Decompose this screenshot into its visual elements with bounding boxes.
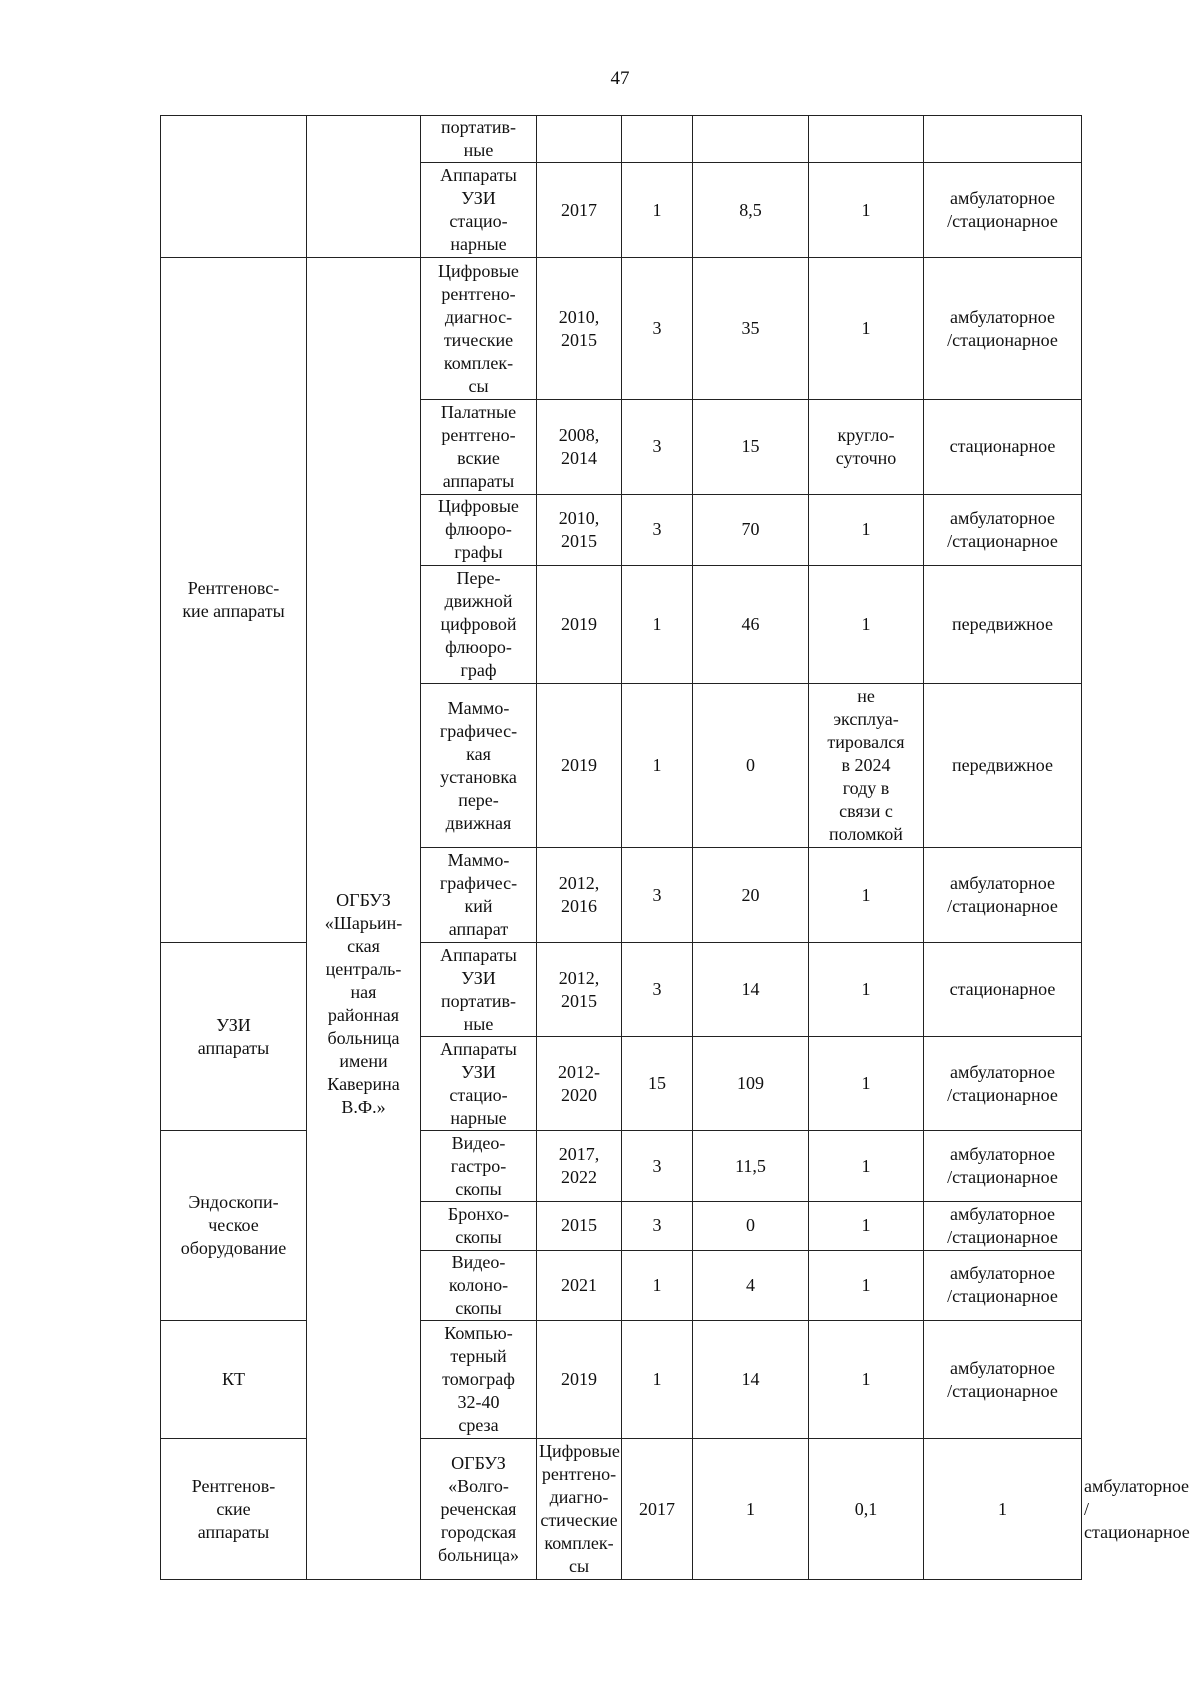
load-cell: 20 xyxy=(693,848,809,943)
quantity-cell: 1 xyxy=(622,1250,693,1321)
quantity-cell: 3 xyxy=(622,1131,693,1202)
mode-cell: стационарное xyxy=(924,399,1082,494)
year-cell: 2019 xyxy=(537,683,622,848)
shifts-cell: 1 xyxy=(809,1321,924,1439)
table-row xyxy=(161,943,1082,1037)
shifts-cell: не эксплуа- тировался в 2024 году в связи с поломкой xyxy=(809,683,924,848)
equipment-group-cell: УЗИ аппараты xyxy=(161,943,307,1131)
equipment-cell: Бронхо- скопы xyxy=(421,1202,537,1250)
shifts-cell: 1 xyxy=(809,163,924,258)
quantity-cell: 1 xyxy=(622,1321,693,1439)
equipment-cell: Видео- колоно- скопы xyxy=(421,1250,537,1321)
shifts-cell: 1 xyxy=(809,848,924,943)
equipment-cell: Аппараты УЗИ портатив- ные xyxy=(421,943,537,1037)
mode-cell xyxy=(924,116,1082,163)
equipment-group-cell: КТ xyxy=(161,1321,307,1439)
quantity-cell: 1 xyxy=(622,683,693,848)
load-cell: 70 xyxy=(693,494,809,565)
quantity-cell: 3 xyxy=(622,848,693,943)
year-cell: 2017 xyxy=(622,1439,693,1580)
table-row xyxy=(161,1131,1082,1202)
year-cell: 2010, 2015 xyxy=(537,258,622,399)
equipment-cell: Палатные рентгено- вские аппараты xyxy=(421,399,537,494)
year-cell: 2012- 2020 xyxy=(537,1037,622,1131)
load-cell: 14 xyxy=(693,1321,809,1439)
shifts-cell: кругло- суточно xyxy=(809,399,924,494)
year-cell: 2021 xyxy=(537,1250,622,1321)
year-cell xyxy=(537,116,622,163)
mode-cell: амбулаторное /стационарное xyxy=(924,1131,1082,1202)
equipment-cell: Маммо- графичес- кий аппарат xyxy=(421,848,537,943)
shifts-cell: 1 xyxy=(809,258,924,399)
shifts-cell: 1 xyxy=(809,1202,924,1250)
quantity-cell: 3 xyxy=(622,1202,693,1250)
load-cell xyxy=(693,116,809,163)
equipment-cell: Цифровые рентгено- диагно- стические комплек- сы xyxy=(537,1439,622,1580)
quantity-cell: 3 xyxy=(622,258,693,399)
mode-cell: передвижное xyxy=(924,683,1082,848)
year-cell: 2017 xyxy=(537,163,622,258)
table-row xyxy=(161,1321,1082,1439)
load-cell: 46 xyxy=(693,565,809,683)
year-cell: 2008, 2014 xyxy=(537,399,622,494)
quantity-cell: 3 xyxy=(622,943,693,1037)
mode-cell: амбулаторное /стационарное xyxy=(924,1321,1082,1439)
equipment-cell: Компью- терный томограф 32-40 среза xyxy=(421,1321,537,1439)
shifts-cell: 1 xyxy=(809,1037,924,1131)
equipment-cell: Видео- гастро- скопы xyxy=(421,1131,537,1202)
load-cell: 8,5 xyxy=(693,163,809,258)
quantity-cell: 3 xyxy=(622,399,693,494)
load-cell: 15 xyxy=(693,399,809,494)
mode-cell: передвижное xyxy=(924,565,1082,683)
mode-cell: амбулаторное /стационарное xyxy=(924,163,1082,258)
equipment-group-cell: Рентгеновс- кие аппараты xyxy=(161,258,307,943)
year-cell: 2012, 2015 xyxy=(537,943,622,1037)
load-cell: 14 xyxy=(693,943,809,1037)
equipment-group-cell: Эндоскопи- ческое оборудование xyxy=(161,1131,307,1321)
equipment-cell: Пере- движной цифровой флюоро- граф xyxy=(421,565,537,683)
shifts-cell: 1 xyxy=(809,943,924,1037)
equipment-cell: портатив- ные xyxy=(421,116,537,163)
shifts-cell: 1 xyxy=(924,1439,1082,1580)
shifts-cell: 1 xyxy=(809,1250,924,1321)
organization-cell: ОГБУЗ «Волго- реченская городская больница» xyxy=(421,1439,537,1580)
mode-cell: амбулаторное /стационарное xyxy=(924,848,1082,943)
load-cell: 0 xyxy=(693,1202,809,1250)
quantity-cell: 15 xyxy=(622,1037,693,1131)
year-cell: 2019 xyxy=(537,1321,622,1439)
organization-cell xyxy=(307,116,421,258)
mode-cell: амбулаторное /стационарное xyxy=(924,1250,1082,1321)
table-row: Рентгенов- ские аппараты ОГБУЗ «Волго- реченская городская больница» Цифровые рентгено- диагно- стические комплек- сы 2017 1 0,1 1 амбулаторное /стационарное xyxy=(161,1439,1082,1580)
equipment-cell: Цифровые флюоро- графы xyxy=(421,494,537,565)
quantity-cell: 3 xyxy=(622,494,693,565)
year-cell: 2010, 2015 xyxy=(537,494,622,565)
quantity-cell: 1 xyxy=(622,163,693,258)
load-cell: 35 xyxy=(693,258,809,399)
year-cell: 2012, 2016 xyxy=(537,848,622,943)
table-row xyxy=(161,116,1082,163)
mode-cell: стационарное xyxy=(924,943,1082,1037)
table-row xyxy=(161,258,1082,399)
shifts-cell xyxy=(809,116,924,163)
load-cell: 109 xyxy=(693,1037,809,1131)
equipment-group-cell: Рентгенов- ские аппараты xyxy=(161,1439,307,1580)
year-cell: 2017, 2022 xyxy=(537,1131,622,1202)
mode-cell: амбулаторное /стационарное xyxy=(924,494,1082,565)
quantity-cell: 1 xyxy=(622,565,693,683)
mode-cell: амбулаторное /стационарное xyxy=(924,258,1082,399)
equipment-cell: Маммо- графичес- кая установка пере- движная xyxy=(421,683,537,848)
load-cell: 0,1 xyxy=(809,1439,924,1580)
year-cell: 2015 xyxy=(537,1202,622,1250)
equipment-cell: Цифровые рентгено- диагнос- тические комплек- сы xyxy=(421,258,537,399)
equipment-cell: Аппараты УЗИ стацио- нарные xyxy=(421,163,537,258)
year-cell: 2019 xyxy=(537,565,622,683)
shifts-cell: 1 xyxy=(809,565,924,683)
equipment-cell: Аппараты УЗИ стацио- нарные xyxy=(421,1037,537,1131)
equipment-table xyxy=(160,115,1190,1580)
shifts-cell: 1 xyxy=(809,1131,924,1202)
organization-cell: ОГБУЗ «Шарьин- ская централь- ная районная больница имени Каверина В.Ф.» xyxy=(307,258,421,1580)
load-cell: 11,5 xyxy=(693,1131,809,1202)
load-cell: 0 xyxy=(693,683,809,848)
equipment-group-cell xyxy=(161,116,307,258)
load-cell: 4 xyxy=(693,1250,809,1321)
quantity-cell xyxy=(622,116,693,163)
quantity-cell: 1 xyxy=(693,1439,809,1580)
shifts-cell: 1 xyxy=(809,494,924,565)
mode-cell: амбулаторное /стационарное xyxy=(924,1037,1082,1131)
mode-cell: амбулаторное /стационарное xyxy=(924,1202,1082,1250)
page-number: 47 xyxy=(610,68,630,89)
